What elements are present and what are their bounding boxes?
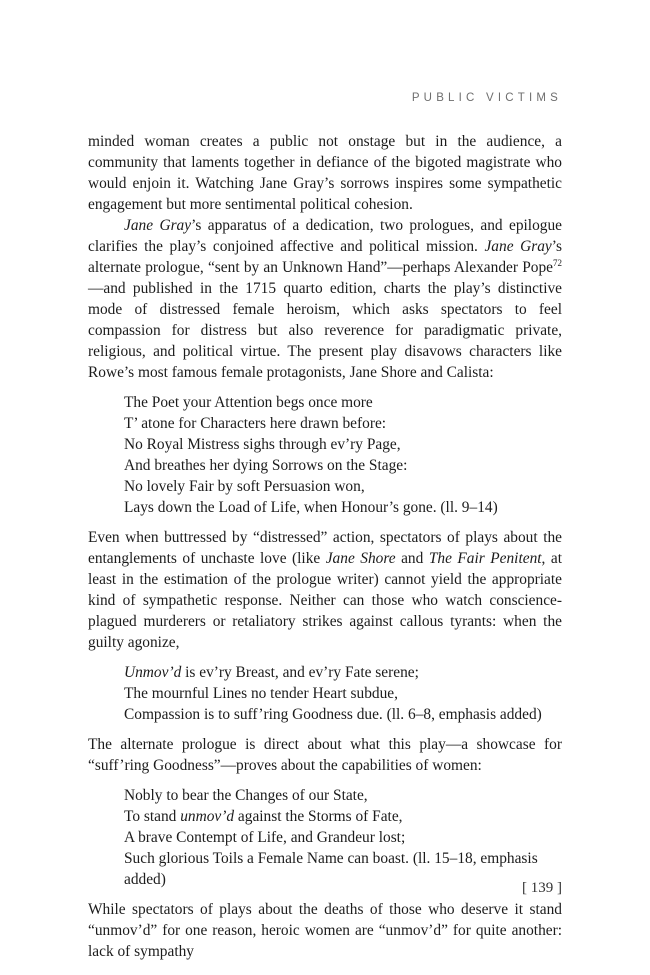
italic-title: Jane Shore — [325, 550, 396, 567]
verse-line: Lays down the Load of Life, when Honour’s gone. (ll. 9–14) — [124, 499, 498, 516]
italic-word: Unmov’d — [124, 664, 182, 681]
paragraph-4: The alternate prologue is direct about what this play—a showcase for “suff’ring Goodness”—proves about the capabilities of women: — [88, 736, 562, 774]
paragraph-1: minded woman creates a public not onstage but in the audience, a community that laments together in defiance of the bigoted magistrate who would enjoin it. Watching Jane Gray’s sorrows inspires some sympathetic engagement but more sentimental political cohesion. — [88, 133, 562, 213]
verse-line: Nobly to bear the Changes of our State, — [124, 787, 368, 804]
text-span: ’s apparatus of a dedication, two prologues, and epilogue clarifies the play’s conjoined affective and political mission. — [88, 217, 563, 255]
running-head: PUBLIC VICTIMS — [411, 92, 562, 104]
verse-line: The Poet your Attention begs once more — [124, 394, 373, 411]
verse-line: Such glorious Toils a Female Name can boast. (ll. 15–18, emphasis added) — [124, 850, 538, 888]
italic-title: Jane Gray — [484, 238, 552, 255]
paragraph-2 — [88, 215, 562, 383]
verse-line: And breathes her dying Sorrows on the Stage: — [124, 457, 408, 474]
text-span: against the Storms of Fate, — [234, 808, 403, 825]
text-span: and — [395, 550, 429, 567]
verse-line: Compassion is to suff’ring Goodness due. (ll. 6–8, emphasis added) — [124, 706, 542, 723]
verse-quote-2 — [124, 662, 562, 725]
footnote-marker: 72 — [553, 257, 562, 268]
italic-title: Jane Gray — [124, 217, 192, 234]
text-span: , at least in the estimation of the prologue writer) cannot yield the appropriate kind of sympathetic response. Neither can those who watch conscience-plagued murderers or retaliatory strikes against callous tyrants: when the guilty agonize, — [88, 550, 562, 651]
page-number: [ 139 ] — [522, 880, 562, 896]
verse-line: A brave Contempt of Life, and Grandeur lost; — [124, 829, 406, 846]
verse-quote-3 — [124, 785, 562, 890]
text-span: To stand — [124, 808, 181, 825]
verse-line — [124, 662, 562, 683]
verse-line: No Royal Mistress sighs through ev’ry Page, — [124, 436, 401, 453]
paragraph-3 — [88, 527, 562, 653]
body-text — [88, 131, 562, 962]
text-span: —and published in the 1715 quarto edition, charts the play’s distinctive mode of distressed female heroism, which asks spectators to feel compassion for distress but also reverence for paradigmatic private, religious, and political virtue. The present play disavows characters like Rowe’s most famous female protagonists, Jane Shore and Calista: — [88, 280, 562, 381]
text-span: is ev’ry Breast, and ev’ry Fate serene; — [181, 664, 419, 681]
verse-line: No lovely Fair by soft Persuasion won, — [124, 478, 365, 495]
italic-word: unmov’d — [180, 808, 235, 825]
italic-title: The Fair Penitent — [428, 550, 542, 567]
text-span: ’s alternate prologue, “sent by an Unknown Hand”—perhaps Alexander Pope — [88, 238, 563, 276]
verse-quote-1 — [124, 392, 562, 518]
verse-line: T’ atone for Characters here drawn before: — [124, 415, 387, 432]
verse-line: The mournful Lines no tender Heart subdue, — [124, 685, 398, 702]
paragraph-5: While spectators of plays about the deaths of those who deserve it stand “unmov’d” for one reason, heroic women are “unmov’d” for quite another: lack of sympathy — [88, 901, 562, 960]
verse-line — [124, 806, 562, 827]
text-span: Even when buttressed by “distressed” action, spectators of plays about the entanglements of unchaste love (like — [88, 529, 562, 567]
